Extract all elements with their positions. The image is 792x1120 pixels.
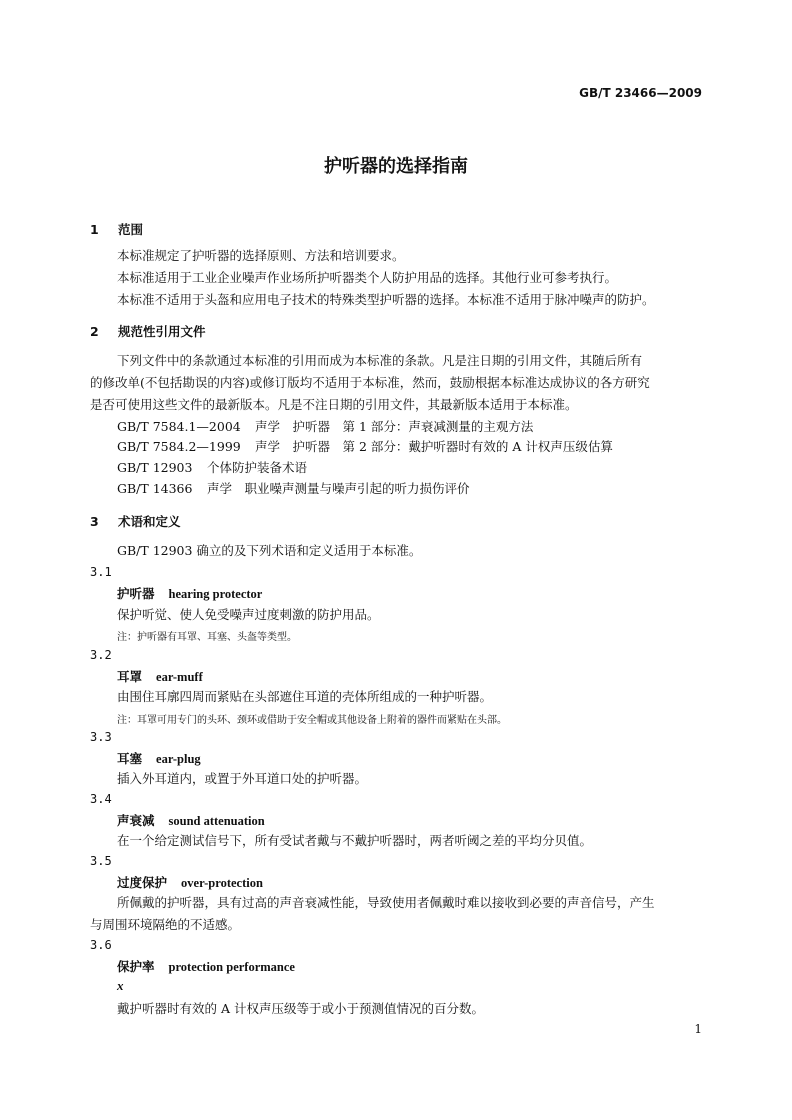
term-definition: 插入外耳道内，或置于外耳道口处的护听器。: [117, 771, 368, 786]
section-3-heading: [90, 512, 181, 530]
paragraph: GB/T 12903 确立的及下列术语和定义适用于本标准。: [117, 543, 422, 558]
term-cn: 声衰减: [117, 813, 155, 828]
standard-number: GB/T 23466—2009: [579, 86, 702, 100]
section-number: 3: [90, 514, 99, 529]
term-en: ear-muff: [156, 670, 203, 684]
section-title: 范围: [118, 222, 144, 237]
reference-code: GB/T 7584.1—2004: [117, 419, 241, 434]
subclause-number: 3.5: [90, 854, 112, 868]
section-number: 2: [90, 324, 99, 339]
section-number: 1: [90, 222, 99, 237]
term-entry: [117, 811, 265, 829]
paragraph-line: 的修改单(不包括勘误的内容)或修订版均不适用于本标准，然而，鼓励根据本标准达成协议的各方研究: [90, 375, 650, 390]
term-cn: 过度保护: [117, 875, 168, 890]
page-number: 1: [694, 1022, 702, 1036]
reference-code: GB/T 14366: [117, 481, 193, 496]
reference-title: 声学 职业噪声测量与噪声引起的听力损伤评价: [207, 481, 470, 496]
term-entry: [117, 957, 295, 975]
paragraph-line: 是否可使用这些文件的最新版本。凡是不注日期的引用文件，其最新版本适用于本标准。: [90, 397, 578, 412]
subclause-number: 3.2: [90, 648, 112, 662]
term-cn: 耳罩: [117, 669, 143, 684]
term-en: ear-plug: [156, 752, 201, 766]
term-cn: 耳塞: [117, 751, 143, 766]
paragraph: 本标准规定了护听器的选择原则、方法和培训要求。: [117, 248, 405, 263]
term-en: protection performance: [168, 960, 295, 974]
term-entry: [117, 667, 203, 685]
paragraph: 本标准适用于工业企业噪声作业场所护听器类个人防护用品的选择。其他行业可参考执行。: [117, 270, 618, 285]
term-entry: [117, 873, 263, 891]
subclause-number: 3.6: [90, 938, 112, 952]
term-cn: 保护率: [117, 959, 155, 974]
term-entry: [117, 749, 201, 767]
term-definition: 在一个给定测试信号下，所有受试者戴与不戴护听器时，两者听阈之差的平均分贝值。: [117, 833, 593, 848]
reference-code: GB/T 7584.2—1999: [117, 439, 241, 454]
reference-title: 声学 护听器 第 2 部分：戴护听器时有效的 A 计权声压级估算: [255, 439, 613, 454]
reference-item: [117, 416, 533, 438]
section-1-heading: [90, 220, 143, 238]
term-symbol: x: [117, 978, 124, 993]
subclause-number: 3.4: [90, 792, 112, 806]
reference-title: 个体防护装备术语: [207, 460, 308, 475]
reference-item: [117, 457, 307, 479]
term-en: hearing protector: [168, 587, 263, 601]
note: 注：耳罩可用专门的头环、颈环或借助于安全帽或其他设备上附着的器件而紧贴在头部。: [117, 715, 507, 726]
subclause-number: 3.3: [90, 730, 112, 744]
term-entry: [117, 584, 262, 602]
term-en: sound attenuation: [168, 814, 265, 828]
reference-title: 声学 护听器 第 1 部分：声衰减测量的主观方法: [255, 419, 534, 434]
term-definition: 由围住耳廓四周而紧贴在头部遮住耳道的壳体所组成的一种护听器。: [117, 689, 493, 704]
reference-code: GB/T 12903: [117, 460, 193, 475]
term-en: over-protection: [181, 876, 263, 890]
term-cn: 护听器: [117, 586, 155, 601]
term-definition: 保护听觉、使人免受噪声过度刺激的防护用品。: [117, 607, 380, 622]
section-title: 术语和定义: [118, 514, 181, 529]
note: 注：护听器有耳罩、耳塞、头盔等类型。: [117, 632, 297, 643]
subclause-number: 3.1: [90, 565, 112, 579]
section-2-heading: [90, 322, 206, 340]
reference-item: [117, 436, 613, 458]
term-definition-line: 所佩戴的护听器，具有过高的声音衰减性能，导致使用者佩戴时难以接收到必要的声音信号，产生: [117, 895, 655, 910]
document-title: 护听器的选择指南: [324, 156, 468, 177]
term-definition-line: 与周围环境隔绝的不适感。: [90, 917, 241, 932]
paragraph: 本标准不适用于头盔和应用电子技术的特殊类型护听器的选择。本标准不适用于脉冲噪声的防护。: [117, 292, 655, 307]
section-title: 规范性引用文件: [118, 324, 206, 339]
paragraph-line: 下列文件中的条款通过本标准的引用而成为本标准的条款。凡是注日期的引用文件，其随后所有: [117, 353, 643, 368]
reference-item: [117, 478, 470, 500]
term-definition: 戴护听器时有效的 A 计权声压级等于或小于预测值情况的百分数。: [117, 1001, 484, 1016]
